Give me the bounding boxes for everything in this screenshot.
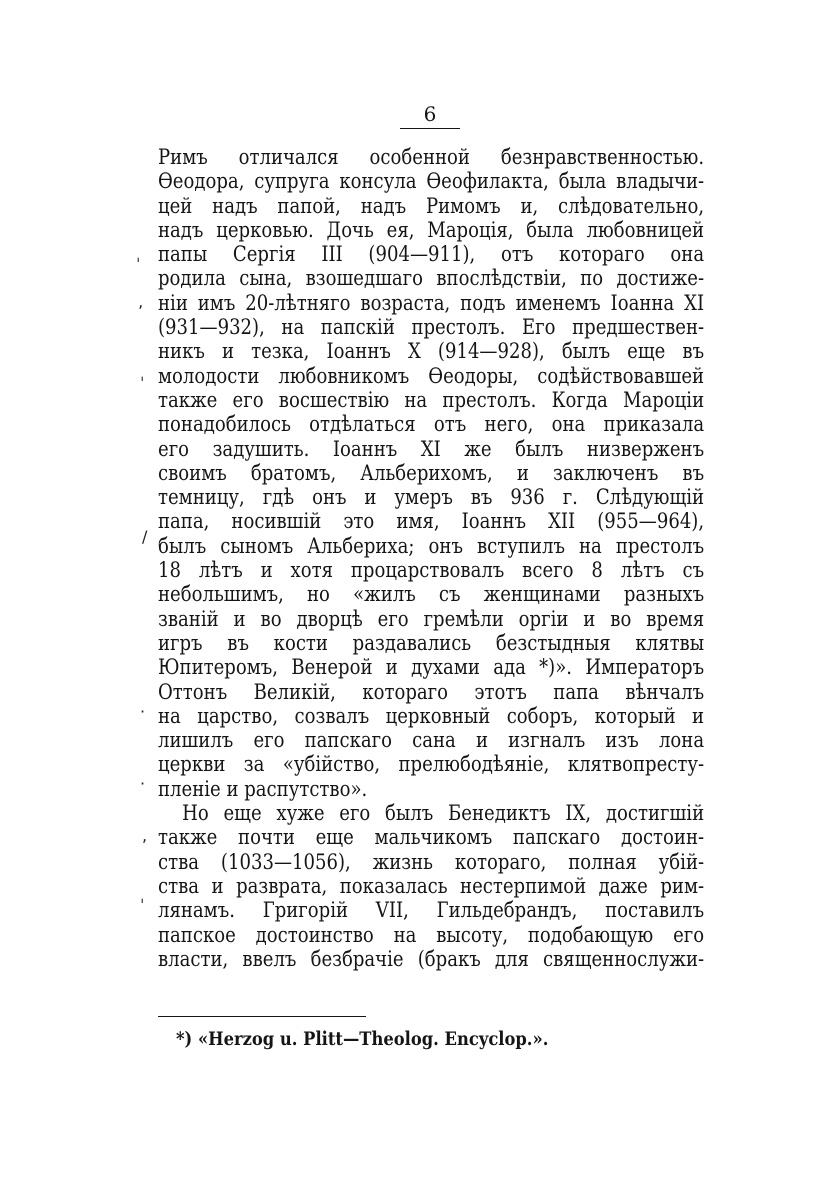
text-line: надъ церковью. Дочь ея, Мароція, была любовницей (158, 217, 705, 242)
text-line: цей надъ папой, надъ Римомъ и, слѣдовательно, (158, 193, 705, 218)
body-text (158, 145, 704, 971)
margin-mark: ˈ (140, 896, 145, 915)
text-line: лянамъ. Григорій VII, Гильдебрандъ, поставилъ (158, 898, 705, 923)
footnote-rule (158, 1016, 366, 1017)
text-line: на царство, созвалъ церковный соборъ, который и (158, 703, 705, 728)
text-line: своимъ братомъ, Альберихомъ, и заключенъ въ (158, 460, 705, 485)
paragraph-1 (158, 145, 704, 801)
text-line: также его восшествію на престолъ. Когда Мароціи (158, 387, 705, 412)
margin-mark: / (142, 527, 148, 546)
text-line: Но еще хуже его былъ Бенедиктъ IX, достигшій (182, 801, 705, 826)
footnote: *) «Herzog u. Plitt—Theolog. Encyclop.». (176, 1028, 549, 1050)
margin-mark: ˈ (140, 374, 145, 393)
text-line: ства (1033—1056), жизнь котораго, полная убій- (158, 849, 705, 874)
text-line: званій и во дворцѣ его гремѣли оргіи и во время (158, 606, 705, 631)
text-line: папа, носившій это имя, Іоаннъ XII (955—964), (158, 509, 705, 534)
page-number-rule (400, 128, 460, 129)
text-line: игръ въ кости раздавались безстыдныя клятвы (158, 630, 705, 655)
text-line: (931—932), на папскій престолъ. Его предшествен- (158, 315, 705, 340)
margin-mark: ˈ (136, 255, 141, 274)
text-line: понадобилось отдѣлаться отъ него, она приказала (158, 412, 705, 437)
text-line: папы Сергія III (904—911), отъ котораго она (158, 242, 705, 267)
margin-mark: · (140, 774, 146, 793)
text-line: власти, ввелъ безбрачіе (бракъ для священнослужи- (158, 946, 705, 971)
text-line: 18 лѣтъ и хотя процарствовалъ всего 8 лѣтъ съ (158, 558, 705, 583)
text-line: никъ и тезка, Іоаннъ X (914—928), былъ еще въ (158, 339, 705, 364)
text-line: церкви за «убійство, прелюбодѣяніе, клятвопресту- (158, 752, 705, 777)
text-line: темницу, гдѣ онъ и умеръ въ 936 г. Слѣдующій (158, 485, 705, 510)
text-line: лишилъ его папскаго сана и изгналъ изъ лона (158, 728, 705, 753)
text-line: ства и разврата, показалась нестерпимой даже рим- (158, 873, 705, 898)
text-line: Оттонъ Великій, котораго этотъ папа вѣнчалъ (158, 679, 705, 704)
text-line: также почти еще мальчикомъ папскаго достоин- (158, 825, 705, 850)
text-line: его задушить. Іоаннъ XI же былъ низверженъ (158, 436, 705, 461)
text-line: молодости любовникомъ Өеодоры, содѣйствовавшей (158, 363, 705, 388)
text-line: Өеодора, супруга консула Өеофилакта, была владычи- (158, 169, 705, 194)
page-number: 6 (423, 102, 437, 126)
text-line: небольшимъ, но «жилъ съ женщинами разныхъ (158, 582, 705, 607)
margin-mark: · (140, 702, 146, 721)
text-line: Юпитеромъ, Венерой и духами ада *)». Императоръ (158, 655, 705, 680)
text-line: родила сына, взошедшаго впослѣдствіи, по достиже- (158, 266, 705, 291)
paragraph-2 (158, 801, 704, 971)
text-line: Римъ отличался особенной безнравственностью. (158, 145, 705, 169)
margin-mark: ʼ (138, 302, 144, 321)
margin-mark: , (142, 826, 148, 845)
text-line: папское достоинство на высоту, подобающую его (158, 922, 705, 947)
text-line: пленіе и распутство». (158, 776, 368, 801)
text-line: былъ сыномъ Альбериха; онъ вступилъ на престолъ (158, 533, 705, 558)
text-line: ніи имъ 20-лѣтняго возраста, подъ именемъ Іоанна XI (158, 290, 705, 315)
